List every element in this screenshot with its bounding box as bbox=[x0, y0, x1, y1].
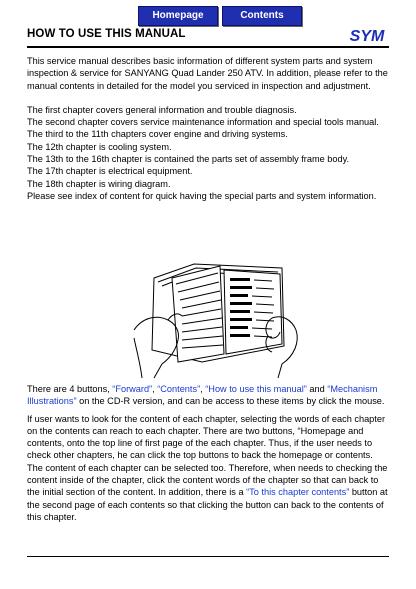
header-rule bbox=[27, 46, 389, 48]
chapter-line-7: The 18th chapter is wiring diagram. bbox=[27, 178, 171, 189]
usage-text-2: button at the second page of each contents so that clicking the button can back to the contents of this chapter. bbox=[27, 487, 388, 522]
how-to-use-link[interactable]: “How to use this manual” bbox=[205, 384, 307, 394]
forward-link[interactable]: “Forward” bbox=[112, 384, 153, 394]
chapter-line-6: The 17th chapter is electrical equipment. bbox=[27, 166, 193, 177]
intro-paragraph: This service manual describes basic information of different system parts and system inspection & service for SANYANG Quad Lander 250 ATV. In addition, please refer to the manual contents in detailed for the model you serviced in inspection and adjustment. bbox=[27, 56, 388, 91]
svg-text:SYM: SYM bbox=[349, 28, 385, 44]
homepage-button[interactable]: Homepage bbox=[138, 6, 218, 26]
buttons-text-2: , bbox=[152, 384, 158, 394]
chapter-line-5: The 13th to the 16th chapter is contained the parts set of assembly frame body. bbox=[27, 154, 350, 165]
top-navigation bbox=[0, 6, 416, 28]
page-header bbox=[27, 26, 389, 46]
usage-paragraph bbox=[27, 413, 389, 524]
chapter-line-2: The second chapter covers service maintenance information and special tools manual. bbox=[27, 117, 379, 128]
contents-button[interactable]: Contents bbox=[222, 6, 302, 26]
chapter-line-8: Please see index of content for quick having the special parts and system information. bbox=[27, 190, 377, 201]
buttons-paragraph bbox=[27, 383, 389, 408]
mechanism-illustrations-link[interactable]: “Mechanism Illustrations” bbox=[27, 384, 378, 407]
chapter-line-3: The third to the 11th chapters cover engine and driving systems. bbox=[27, 129, 288, 140]
buttons-text-3: , bbox=[200, 384, 206, 394]
footer-rule bbox=[27, 556, 389, 557]
buttons-text-5: on the CD-R version, and can be access to these items by click the mouse. bbox=[76, 396, 385, 407]
intro-section bbox=[27, 55, 389, 202]
chapter-contents-link[interactable]: “To this chapter contents” bbox=[246, 487, 350, 498]
chapter-line-4: The 12th chapter is cooling system. bbox=[27, 141, 172, 152]
usage-text-1: If user wants to look for the content of each chapter, selecting the words of each chapter on the contents can reach to each chapter. There are two buttons, “Homepage and contents, onto the top line of first page of the each chapter. Thus, if the user needs to check other chapters, he can click the top buttons to back the homepage or contents. The content of each chapter can be selected too. Therefore, when needs to checking the content inside of the chapter, click the content words of the chapter so that can back to the initial section of the content. In addition, there is a bbox=[27, 413, 388, 498]
buttons-text-1: There are 4 buttons, bbox=[27, 384, 113, 394]
contents-link[interactable]: “Contents” bbox=[157, 384, 201, 394]
sym-logo bbox=[345, 26, 389, 44]
buttons-text-4: and bbox=[306, 384, 328, 394]
manual-illustration bbox=[132, 258, 302, 380]
usage-section bbox=[27, 383, 389, 523]
chapter-line-1: The first chapter covers general information and trouble diagnosis. bbox=[27, 104, 297, 115]
page-title: HOW TO USE THIS MANUAL bbox=[27, 28, 186, 40]
